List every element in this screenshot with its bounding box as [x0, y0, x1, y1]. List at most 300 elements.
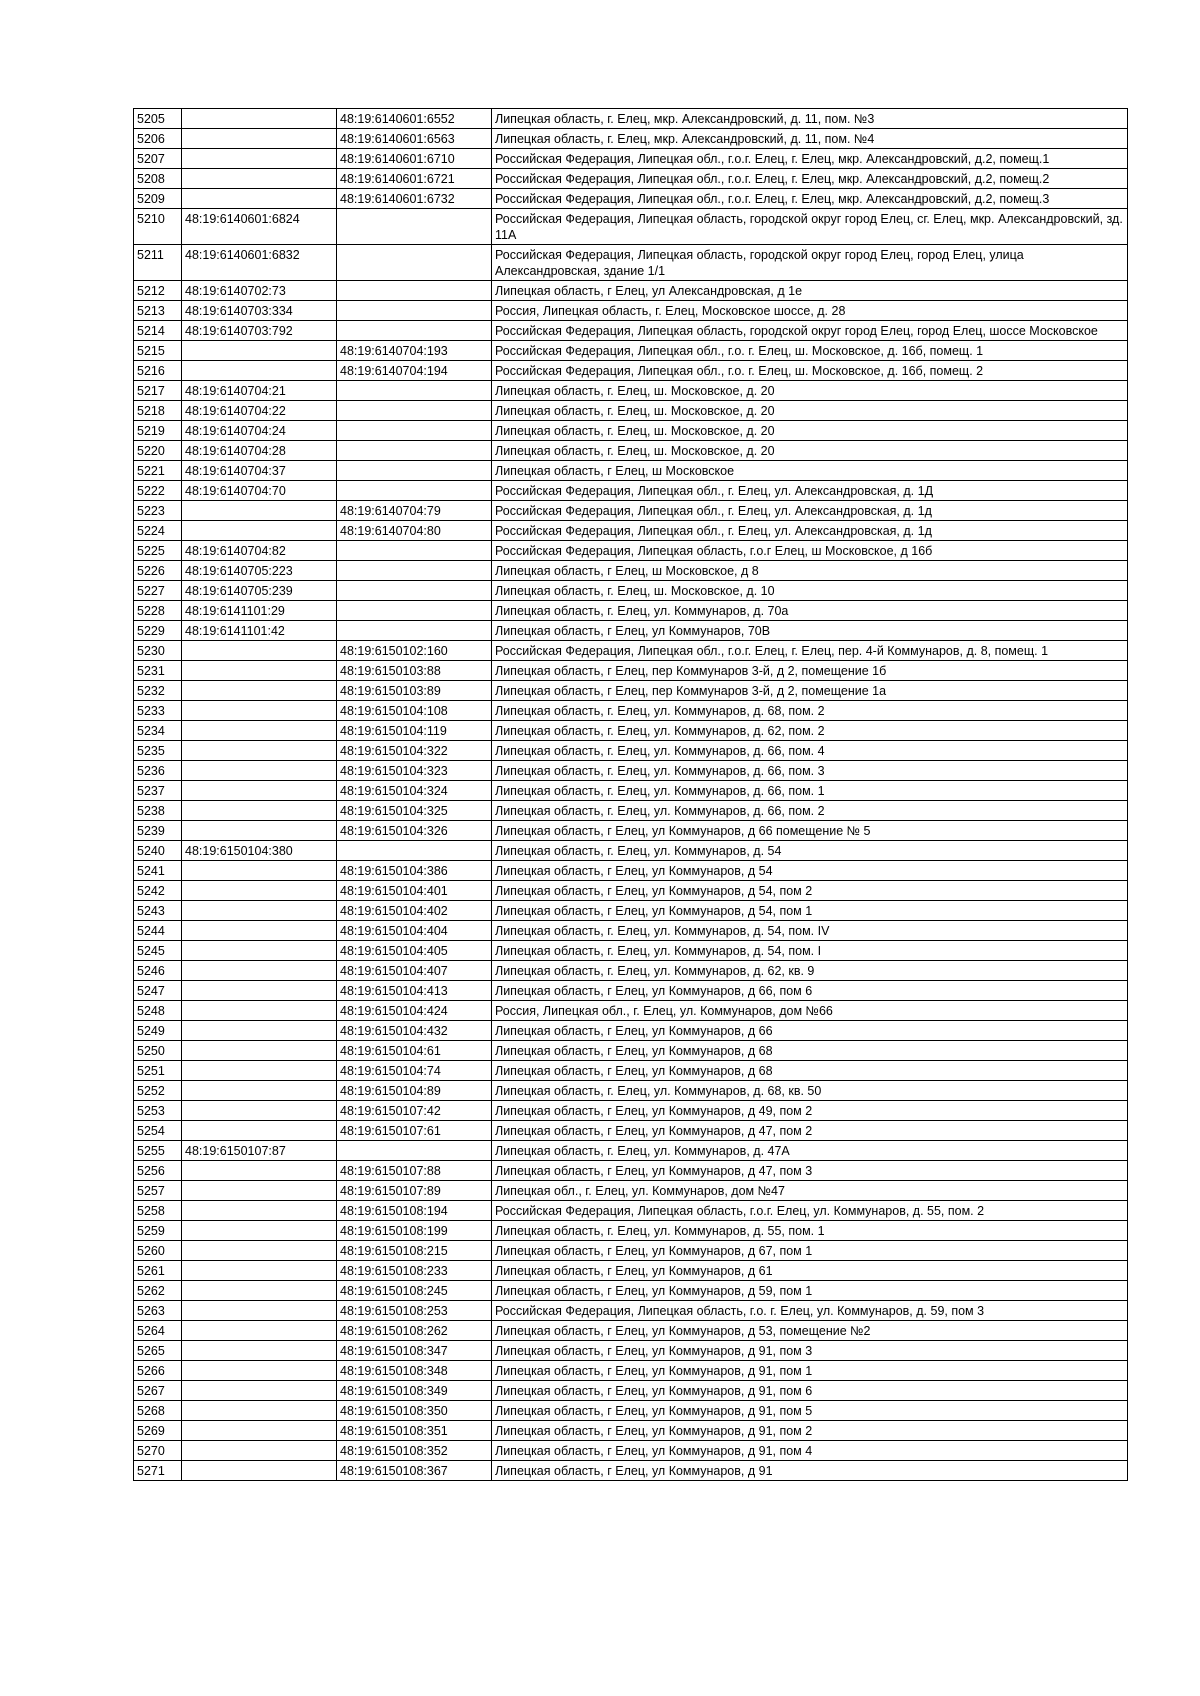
- cadastral-number-premises-cell: 48:19:6150104:89: [337, 1081, 492, 1101]
- table-row: [134, 1121, 1128, 1141]
- table-row: [134, 189, 1128, 209]
- cadastral-number-cell: 48:19:6140704:24: [182, 421, 337, 441]
- row-number-cell: 5219: [134, 421, 182, 441]
- cadastral-number-premises-cell: 48:19:6150108:245: [337, 1281, 492, 1301]
- cadastral-number-cell: [182, 1381, 337, 1401]
- cadastral-number-premises-cell: 48:19:6140601:6552: [337, 109, 492, 129]
- cadastral-number-premises-cell: [337, 1141, 492, 1161]
- address-cell: Липецкая область, г. Елец, ул. Коммунаров, д. 70а: [492, 601, 1128, 621]
- registry-table-body: [134, 109, 1128, 1481]
- row-number-cell: 5231: [134, 661, 182, 681]
- table-row: [134, 109, 1128, 129]
- address-cell: Российская Федерация, Липецкая обл., г. Елец, ул. Александровская, д. 1д: [492, 521, 1128, 541]
- table-row: [134, 681, 1128, 701]
- cadastral-number-cell: [182, 1281, 337, 1301]
- cadastral-number-cell: [182, 981, 337, 1001]
- cadastral-number-cell: [182, 1241, 337, 1261]
- cadastral-number-premises-cell: 48:19:6150108:349: [337, 1381, 492, 1401]
- address-cell: Липецкая область, г Елец, ул Коммунаров, д 91, пом 4: [492, 1441, 1128, 1461]
- address-cell: Липецкая область, г Елец, ул Коммунаров, д 66: [492, 1021, 1128, 1041]
- row-number-cell: 5223: [134, 501, 182, 521]
- row-number-cell: 5258: [134, 1201, 182, 1221]
- cadastral-number-premises-cell: [337, 421, 492, 441]
- table-row: [134, 481, 1128, 501]
- cadastral-number-premises-cell: 48:19:6150108:348: [337, 1361, 492, 1381]
- address-cell: Липецкая область, г. Елец, ш. Московское, д. 20: [492, 441, 1128, 461]
- cadastral-number-cell: [182, 1101, 337, 1121]
- cadastral-number-premises-cell: 48:19:6150108:262: [337, 1321, 492, 1341]
- address-cell: Липецкая область, г Елец, ул Коммунаров, д 91, пом 5: [492, 1401, 1128, 1421]
- table-row: [134, 1381, 1128, 1401]
- row-number-cell: 5214: [134, 321, 182, 341]
- table-row: [134, 581, 1128, 601]
- cadastral-number-cell: [182, 1361, 337, 1381]
- address-cell: Российская Федерация, Липецкая обл., г.о.г. Елец, г. Елец, мкр. Александровский, д.2, помещ.3: [492, 189, 1128, 209]
- address-cell: Липецкая область, г Елец, пер Коммунаров 3-й, д 2, помещение 1а: [492, 681, 1128, 701]
- cadastral-number-premises-cell: 48:19:6140704:80: [337, 521, 492, 541]
- cadastral-number-cell: [182, 1181, 337, 1201]
- row-number-cell: 5216: [134, 361, 182, 381]
- cadastral-number-cell: [182, 109, 337, 129]
- row-number-cell: 5259: [134, 1221, 182, 1241]
- cadastral-number-premises-cell: 48:19:6150104:432: [337, 1021, 492, 1041]
- address-cell: Российская Федерация, Липецкая область, городской округ город Елец, город Елец, шоссе Московское: [492, 321, 1128, 341]
- address-cell: Липецкая область, г Елец, ш Московское: [492, 461, 1128, 481]
- cadastral-number-cell: [182, 189, 337, 209]
- address-cell: Липецкая область, г Елец, ул Коммунаров, д 66 помещение № 5: [492, 821, 1128, 841]
- address-cell: Липецкая область, г Елец, ул Коммунаров, 70В: [492, 621, 1128, 641]
- cadastral-number-premises-cell: 48:19:6150108:215: [337, 1241, 492, 1261]
- address-cell: Российская Федерация, Липецкая область, городской округ город Елец, город Елец, улица Александровская, здание 1/1: [492, 245, 1128, 281]
- cadastral-number-premises-cell: 48:19:6150104:324: [337, 781, 492, 801]
- row-number-cell: 5244: [134, 921, 182, 941]
- address-cell: Липецкая область, г Елец, ул Коммунаров, д 49, пом 2: [492, 1101, 1128, 1121]
- row-number-cell: 5270: [134, 1441, 182, 1461]
- row-number-cell: 5222: [134, 481, 182, 501]
- cadastral-number-premises-cell: 48:19:6150104:119: [337, 721, 492, 741]
- table-row: [134, 1081, 1128, 1101]
- cadastral-number-premises-cell: [337, 381, 492, 401]
- cadastral-number-cell: [182, 1461, 337, 1481]
- cadastral-number-premises-cell: 48:19:6140704:79: [337, 501, 492, 521]
- row-number-cell: 5269: [134, 1421, 182, 1441]
- cadastral-number-cell: [182, 129, 337, 149]
- table-row: [134, 761, 1128, 781]
- table-row: [134, 1221, 1128, 1241]
- address-cell: Липецкая область, г Елец, ул Коммунаров, д 91, пом 6: [492, 1381, 1128, 1401]
- document-sheet: [133, 108, 1128, 1481]
- table-row: [134, 129, 1128, 149]
- row-number-cell: 5230: [134, 641, 182, 661]
- cadastral-number-premises-cell: 48:19:6140704:193: [337, 341, 492, 361]
- address-cell: Липецкая область, г Елец, ул Коммунаров, д 66, пом 6: [492, 981, 1128, 1001]
- address-cell: Липецкая область, г. Елец, ул. Коммунаров, д. 66, пом. 1: [492, 781, 1128, 801]
- cadastral-number-premises-cell: [337, 321, 492, 341]
- address-cell: Липецкая область, г Елец, ул Коммунаров, д 54, пом 1: [492, 901, 1128, 921]
- row-number-cell: 5271: [134, 1461, 182, 1481]
- row-number-cell: 5228: [134, 601, 182, 621]
- address-cell: Российская Федерация, Липецкая обл., г. Елец, ул. Александровская, д. 1д: [492, 501, 1128, 521]
- address-cell: Российская Федерация, Липецкая обл., г.о. г. Елец, ш. Московское, д. 16б, помещ. 1: [492, 341, 1128, 361]
- row-number-cell: 5253: [134, 1101, 182, 1121]
- cadastral-number-premises-cell: [337, 209, 492, 245]
- cadastral-number-premises-cell: 48:19:6150104:407: [337, 961, 492, 981]
- address-cell: Российская Федерация, Липецкая область, г.о.г. Елец, ул. Коммунаров, д. 55, пом. 2: [492, 1201, 1128, 1221]
- table-row: [134, 1281, 1128, 1301]
- table-row: [134, 641, 1128, 661]
- table-row: [134, 421, 1128, 441]
- address-cell: Липецкая область, г Елец, ул Коммунаров, д 59, пом 1: [492, 1281, 1128, 1301]
- cadastral-number-cell: 48:19:6140704:82: [182, 541, 337, 561]
- table-row: [134, 721, 1128, 741]
- cadastral-number-cell: [182, 1201, 337, 1221]
- address-cell: Липецкая область, г Елец, ул Александровская, д 1е: [492, 281, 1128, 301]
- table-row: [134, 821, 1128, 841]
- cadastral-number-cell: [182, 1421, 337, 1441]
- cadastral-number-premises-cell: [337, 601, 492, 621]
- cadastral-number-cell: [182, 1041, 337, 1061]
- address-cell: Липецкая область, г Елец, ул Коммунаров, д 91, пом 2: [492, 1421, 1128, 1441]
- table-row: [134, 701, 1128, 721]
- table-row: [134, 245, 1128, 281]
- table-row: [134, 861, 1128, 881]
- address-cell: Липецкая область, г. Елец, ул. Коммунаров, д. 54, пом. IV: [492, 921, 1128, 941]
- address-cell: Липецкая область, г. Елец, ш. Московское, д. 20: [492, 401, 1128, 421]
- cadastral-number-cell: [182, 1081, 337, 1101]
- cadastral-number-premises-cell: 48:19:6150104:108: [337, 701, 492, 721]
- cadastral-number-cell: [182, 1221, 337, 1241]
- table-row: [134, 169, 1128, 189]
- cadastral-number-premises-cell: [337, 581, 492, 601]
- cadastral-number-cell: [182, 341, 337, 361]
- cadastral-number-premises-cell: 48:19:6150104:61: [337, 1041, 492, 1061]
- row-number-cell: 5242: [134, 881, 182, 901]
- address-cell: Российская Федерация, Липецкая обл., г.о.г. Елец, г. Елец, мкр. Александровский, д.2, помещ.1: [492, 149, 1128, 169]
- cadastral-number-cell: 48:19:6150107:87: [182, 1141, 337, 1161]
- row-number-cell: 5234: [134, 721, 182, 741]
- cadastral-number-premises-cell: 48:19:6150107:89: [337, 1181, 492, 1201]
- cadastral-number-cell: 48:19:6140704:28: [182, 441, 337, 461]
- cadastral-number-cell: [182, 661, 337, 681]
- cadastral-number-premises-cell: 48:19:6150103:89: [337, 681, 492, 701]
- address-cell: Липецкая область, г Елец, ул Коммунаров, д 68: [492, 1041, 1128, 1061]
- address-cell: Липецкая область, г Елец, ул Коммунаров, д 61: [492, 1261, 1128, 1281]
- cadastral-number-premises-cell: 48:19:6150107:61: [337, 1121, 492, 1141]
- table-row: [134, 1201, 1128, 1221]
- row-number-cell: 5257: [134, 1181, 182, 1201]
- cadastral-number-cell: 48:19:6140704:22: [182, 401, 337, 421]
- table-row: [134, 1021, 1128, 1041]
- cadastral-number-cell: 48:19:6140702:73: [182, 281, 337, 301]
- cadastral-number-premises-cell: [337, 481, 492, 501]
- address-cell: Липецкая область, г. Елец, мкр. Александровский, д. 11, пом. №3: [492, 109, 1128, 129]
- row-number-cell: 5256: [134, 1161, 182, 1181]
- cadastral-number-premises-cell: 48:19:6150103:88: [337, 661, 492, 681]
- cadastral-number-cell: 48:19:6150104:380: [182, 841, 337, 861]
- table-row: [134, 601, 1128, 621]
- cadastral-number-premises-cell: 48:19:6150102:160: [337, 641, 492, 661]
- cadastral-number-cell: [182, 641, 337, 661]
- cadastral-number-premises-cell: 48:19:6150104:322: [337, 741, 492, 761]
- cadastral-number-premises-cell: 48:19:6140601:6710: [337, 149, 492, 169]
- cadastral-number-cell: [182, 1161, 337, 1181]
- cadastral-number-cell: [182, 1401, 337, 1421]
- table-row: [134, 561, 1128, 581]
- cadastral-number-cell: 48:19:6140703:334: [182, 301, 337, 321]
- table-row: [134, 1241, 1128, 1261]
- cadastral-number-premises-cell: 48:19:6150104:386: [337, 861, 492, 881]
- table-row: [134, 921, 1128, 941]
- cadastral-number-premises-cell: [337, 621, 492, 641]
- address-cell: Липецкая область, г. Елец, ул. Коммунаров, д. 68, кв. 50: [492, 1081, 1128, 1101]
- address-cell: Российская Федерация, Липецкая область, г.о.г Елец, ш Московское, д 16б: [492, 541, 1128, 561]
- cadastral-number-cell: 48:19:6140601:6832: [182, 245, 337, 281]
- table-row: [134, 801, 1128, 821]
- row-number-cell: 5212: [134, 281, 182, 301]
- cadastral-number-premises-cell: 48:19:6140704:194: [337, 361, 492, 381]
- address-cell: Липецкая область, г. Елец, ул. Коммунаров, д. 54, пом. I: [492, 941, 1128, 961]
- table-row: [134, 1361, 1128, 1381]
- address-cell: Россия, Липецкая область, г. Елец, Московское шоссе, д. 28: [492, 301, 1128, 321]
- table-row: [134, 741, 1128, 761]
- table-row: [134, 1461, 1128, 1481]
- row-number-cell: 5218: [134, 401, 182, 421]
- address-cell: Липецкая область, г Елец, ул Коммунаров, д 54: [492, 861, 1128, 881]
- address-cell: Липецкая область, г Елец, ул Коммунаров, д 68: [492, 1061, 1128, 1081]
- address-cell: Липецкая область, г. Елец, ш. Московское, д. 20: [492, 381, 1128, 401]
- row-number-cell: 5205: [134, 109, 182, 129]
- row-number-cell: 5268: [134, 1401, 182, 1421]
- address-cell: Липецкая область, г Елец, ш Московское, д 8: [492, 561, 1128, 581]
- table-row: [134, 209, 1128, 245]
- address-cell: Липецкая область, г. Елец, ул. Коммунаров, д. 66, пом. 2: [492, 801, 1128, 821]
- table-row: [134, 1161, 1128, 1181]
- cadastral-number-premises-cell: 48:19:6150108:350: [337, 1401, 492, 1421]
- cadastral-number-cell: [182, 149, 337, 169]
- row-number-cell: 5245: [134, 941, 182, 961]
- address-cell: Липецкая область, г. Елец, ул. Коммунаров, д. 66, пом. 3: [492, 761, 1128, 781]
- row-number-cell: 5255: [134, 1141, 182, 1161]
- cadastral-number-cell: [182, 721, 337, 741]
- address-cell: Россия, Липецкая обл., г. Елец, ул. Коммунаров, дом №66: [492, 1001, 1128, 1021]
- address-cell: Липецкая область, г. Елец, ул. Коммунаров, д. 47А: [492, 1141, 1128, 1161]
- cadastral-number-cell: [182, 901, 337, 921]
- table-row: [134, 841, 1128, 861]
- table-row: [134, 441, 1128, 461]
- cadastral-number-cell: 48:19:6141101:29: [182, 601, 337, 621]
- row-number-cell: 5263: [134, 1301, 182, 1321]
- cadastral-number-premises-cell: 48:19:6150104:323: [337, 761, 492, 781]
- row-number-cell: 5241: [134, 861, 182, 881]
- address-cell: Российская Федерация, Липецкая обл., г. Елец, ул. Александровская, д. 1Д: [492, 481, 1128, 501]
- cadastral-number-cell: [182, 1261, 337, 1281]
- address-cell: Липецкая область, г Елец, ул Коммунаров, д 67, пом 1: [492, 1241, 1128, 1261]
- row-number-cell: 5237: [134, 781, 182, 801]
- cadastral-number-premises-cell: 48:19:6150107:88: [337, 1161, 492, 1181]
- row-number-cell: 5265: [134, 1341, 182, 1361]
- cadastral-number-premises-cell: 48:19:6150104:401: [337, 881, 492, 901]
- table-row: [134, 1001, 1128, 1021]
- table-row: [134, 521, 1128, 541]
- table-row: [134, 1301, 1128, 1321]
- address-cell: Липецкая область, г Елец, ул Коммунаров, д 91: [492, 1461, 1128, 1481]
- table-row: [134, 321, 1128, 341]
- cadastral-number-premises-cell: [337, 841, 492, 861]
- row-number-cell: 5233: [134, 701, 182, 721]
- cadastral-number-cell: [182, 1441, 337, 1461]
- table-row: [134, 361, 1128, 381]
- table-row: [134, 381, 1128, 401]
- cadastral-number-premises-cell: 48:19:6150104:404: [337, 921, 492, 941]
- row-number-cell: 5249: [134, 1021, 182, 1041]
- table-row: [134, 781, 1128, 801]
- table-row: [134, 1061, 1128, 1081]
- table-row: [134, 1421, 1128, 1441]
- table-row: [134, 1401, 1128, 1421]
- row-number-cell: 5243: [134, 901, 182, 921]
- table-row: [134, 501, 1128, 521]
- address-cell: Липецкая область, г Елец, ул Коммунаров, д 53, помещение №2: [492, 1321, 1128, 1341]
- address-cell: Липецкая область, г. Елец, ш. Московское, д. 10: [492, 581, 1128, 601]
- row-number-cell: 5240: [134, 841, 182, 861]
- row-number-cell: 5236: [134, 761, 182, 781]
- address-cell: Липецкая область, г Елец, пер Коммунаров 3-й, д 2, помещение 1б: [492, 661, 1128, 681]
- cadastral-number-cell: [182, 681, 337, 701]
- cadastral-number-premises-cell: [337, 441, 492, 461]
- address-cell: Липецкая обл., г. Елец, ул. Коммунаров, дом №47: [492, 1181, 1128, 1201]
- row-number-cell: 5213: [134, 301, 182, 321]
- cadastral-number-cell: [182, 1121, 337, 1141]
- table-row: [134, 1141, 1128, 1161]
- cadastral-number-premises-cell: 48:19:6150108:367: [337, 1461, 492, 1481]
- cadastral-number-cell: [182, 1301, 337, 1321]
- cadastral-number-cell: [182, 921, 337, 941]
- cadastral-number-premises-cell: 48:19:6150108:352: [337, 1441, 492, 1461]
- address-cell: Российская Федерация, Липецкая обл., г.о. г. Елец, ш. Московское, д. 16б, помещ. 2: [492, 361, 1128, 381]
- table-row: [134, 1261, 1128, 1281]
- cadastral-number-premises-cell: 48:19:6150108:347: [337, 1341, 492, 1361]
- address-cell: Липецкая область, г Елец, ул Коммунаров, д 54, пом 2: [492, 881, 1128, 901]
- address-cell: Липецкая область, г Елец, ул Коммунаров, д 91, пом 3: [492, 1341, 1128, 1361]
- cadastral-number-premises-cell: [337, 401, 492, 421]
- cadastral-number-cell: 48:19:6140705:239: [182, 581, 337, 601]
- row-number-cell: 5225: [134, 541, 182, 561]
- cadastral-number-cell: [182, 741, 337, 761]
- cadastral-number-premises-cell: 48:19:6150108:233: [337, 1261, 492, 1281]
- table-row: [134, 981, 1128, 1001]
- address-cell: Липецкая область, г. Елец, ул. Коммунаров, д. 55, пом. 1: [492, 1221, 1128, 1241]
- row-number-cell: 5235: [134, 741, 182, 761]
- table-row: [134, 461, 1128, 481]
- cadastral-number-premises-cell: 48:19:6150108:351: [337, 1421, 492, 1441]
- address-cell: Липецкая область, г. Елец, ул. Коммунаров, д. 68, пом. 2: [492, 701, 1128, 721]
- cadastral-number-cell: [182, 861, 337, 881]
- cadastral-number-cell: 48:19:6140705:223: [182, 561, 337, 581]
- cadastral-number-cell: [182, 169, 337, 189]
- cadastral-number-cell: [182, 1021, 337, 1041]
- cadastral-number-cell: [182, 701, 337, 721]
- cadastral-number-cell: 48:19:6140704:70: [182, 481, 337, 501]
- row-number-cell: 5224: [134, 521, 182, 541]
- cadastral-number-cell: [182, 501, 337, 521]
- row-number-cell: 5221: [134, 461, 182, 481]
- cadastral-number-cell: 48:19:6140601:6824: [182, 209, 337, 245]
- cadastral-number-premises-cell: 48:19:6150107:42: [337, 1101, 492, 1121]
- cadastral-number-cell: [182, 961, 337, 981]
- row-number-cell: 5261: [134, 1261, 182, 1281]
- row-number-cell: 5229: [134, 621, 182, 641]
- cadastral-number-premises-cell: 48:19:6150104:424: [337, 1001, 492, 1021]
- address-cell: Российская Федерация, Липецкая обл., г.о.г. Елец, г. Елец, пер. 4-й Коммунаров, д. 8, помещ. 1: [492, 641, 1128, 661]
- row-number-cell: 5264: [134, 1321, 182, 1341]
- cadastral-number-premises-cell: [337, 301, 492, 321]
- registry-table: [133, 108, 1128, 1481]
- table-row: [134, 1341, 1128, 1361]
- row-number-cell: 5260: [134, 1241, 182, 1261]
- row-number-cell: 5226: [134, 561, 182, 581]
- cadastral-number-cell: [182, 801, 337, 821]
- table-row: [134, 661, 1128, 681]
- cadastral-number-cell: [182, 941, 337, 961]
- table-row: [134, 281, 1128, 301]
- cadastral-number-premises-cell: [337, 245, 492, 281]
- row-number-cell: 5209: [134, 189, 182, 209]
- cadastral-number-premises-cell: 48:19:6150104:326: [337, 821, 492, 841]
- row-number-cell: 5248: [134, 1001, 182, 1021]
- cadastral-number-cell: 48:19:6141101:42: [182, 621, 337, 641]
- cadastral-number-premises-cell: 48:19:6150104:413: [337, 981, 492, 1001]
- cadastral-number-premises-cell: 48:19:6150108:253: [337, 1301, 492, 1321]
- address-cell: Липецкая область, г. Елец, ул. Коммунаров, д. 54: [492, 841, 1128, 861]
- cadastral-number-cell: [182, 1341, 337, 1361]
- cadastral-number-cell: [182, 1321, 337, 1341]
- table-row: [134, 901, 1128, 921]
- cadastral-number-premises-cell: 48:19:6150108:199: [337, 1221, 492, 1241]
- row-number-cell: 5250: [134, 1041, 182, 1061]
- table-row: [134, 1441, 1128, 1461]
- row-number-cell: 5238: [134, 801, 182, 821]
- row-number-cell: 5247: [134, 981, 182, 1001]
- address-cell: Липецкая область, г. Елец, ул. Коммунаров, д. 66, пом. 4: [492, 741, 1128, 761]
- row-number-cell: 5267: [134, 1381, 182, 1401]
- cadastral-number-cell: 48:19:6140703:792: [182, 321, 337, 341]
- cadastral-number-cell: [182, 761, 337, 781]
- cadastral-number-premises-cell: [337, 461, 492, 481]
- table-row: [134, 301, 1128, 321]
- row-number-cell: 5239: [134, 821, 182, 841]
- cadastral-number-premises-cell: 48:19:6140601:6721: [337, 169, 492, 189]
- row-number-cell: 5208: [134, 169, 182, 189]
- address-cell: Липецкая область, г. Елец, мкр. Александровский, д. 11, пом. №4: [492, 129, 1128, 149]
- cadastral-number-premises-cell: [337, 541, 492, 561]
- row-number-cell: 5251: [134, 1061, 182, 1081]
- row-number-cell: 5210: [134, 209, 182, 245]
- table-row: [134, 881, 1128, 901]
- cadastral-number-cell: 48:19:6140704:21: [182, 381, 337, 401]
- cadastral-number-premises-cell: 48:19:6140601:6563: [337, 129, 492, 149]
- row-number-cell: 5266: [134, 1361, 182, 1381]
- cadastral-number-premises-cell: 48:19:6150104:325: [337, 801, 492, 821]
- address-cell: Российская Федерация, Липецкая область, городской округ город Елец, сг. Елец, мкр. Александровский, зд. 11А: [492, 209, 1128, 245]
- cadastral-number-cell: [182, 821, 337, 841]
- table-row: [134, 1101, 1128, 1121]
- cadastral-number-cell: 48:19:6140704:37: [182, 461, 337, 481]
- address-cell: Липецкая область, г Елец, ул Коммунаров, д 47, пом 2: [492, 1121, 1128, 1141]
- cadastral-number-premises-cell: [337, 281, 492, 301]
- table-row: [134, 961, 1128, 981]
- table-row: [134, 1041, 1128, 1061]
- row-number-cell: 5220: [134, 441, 182, 461]
